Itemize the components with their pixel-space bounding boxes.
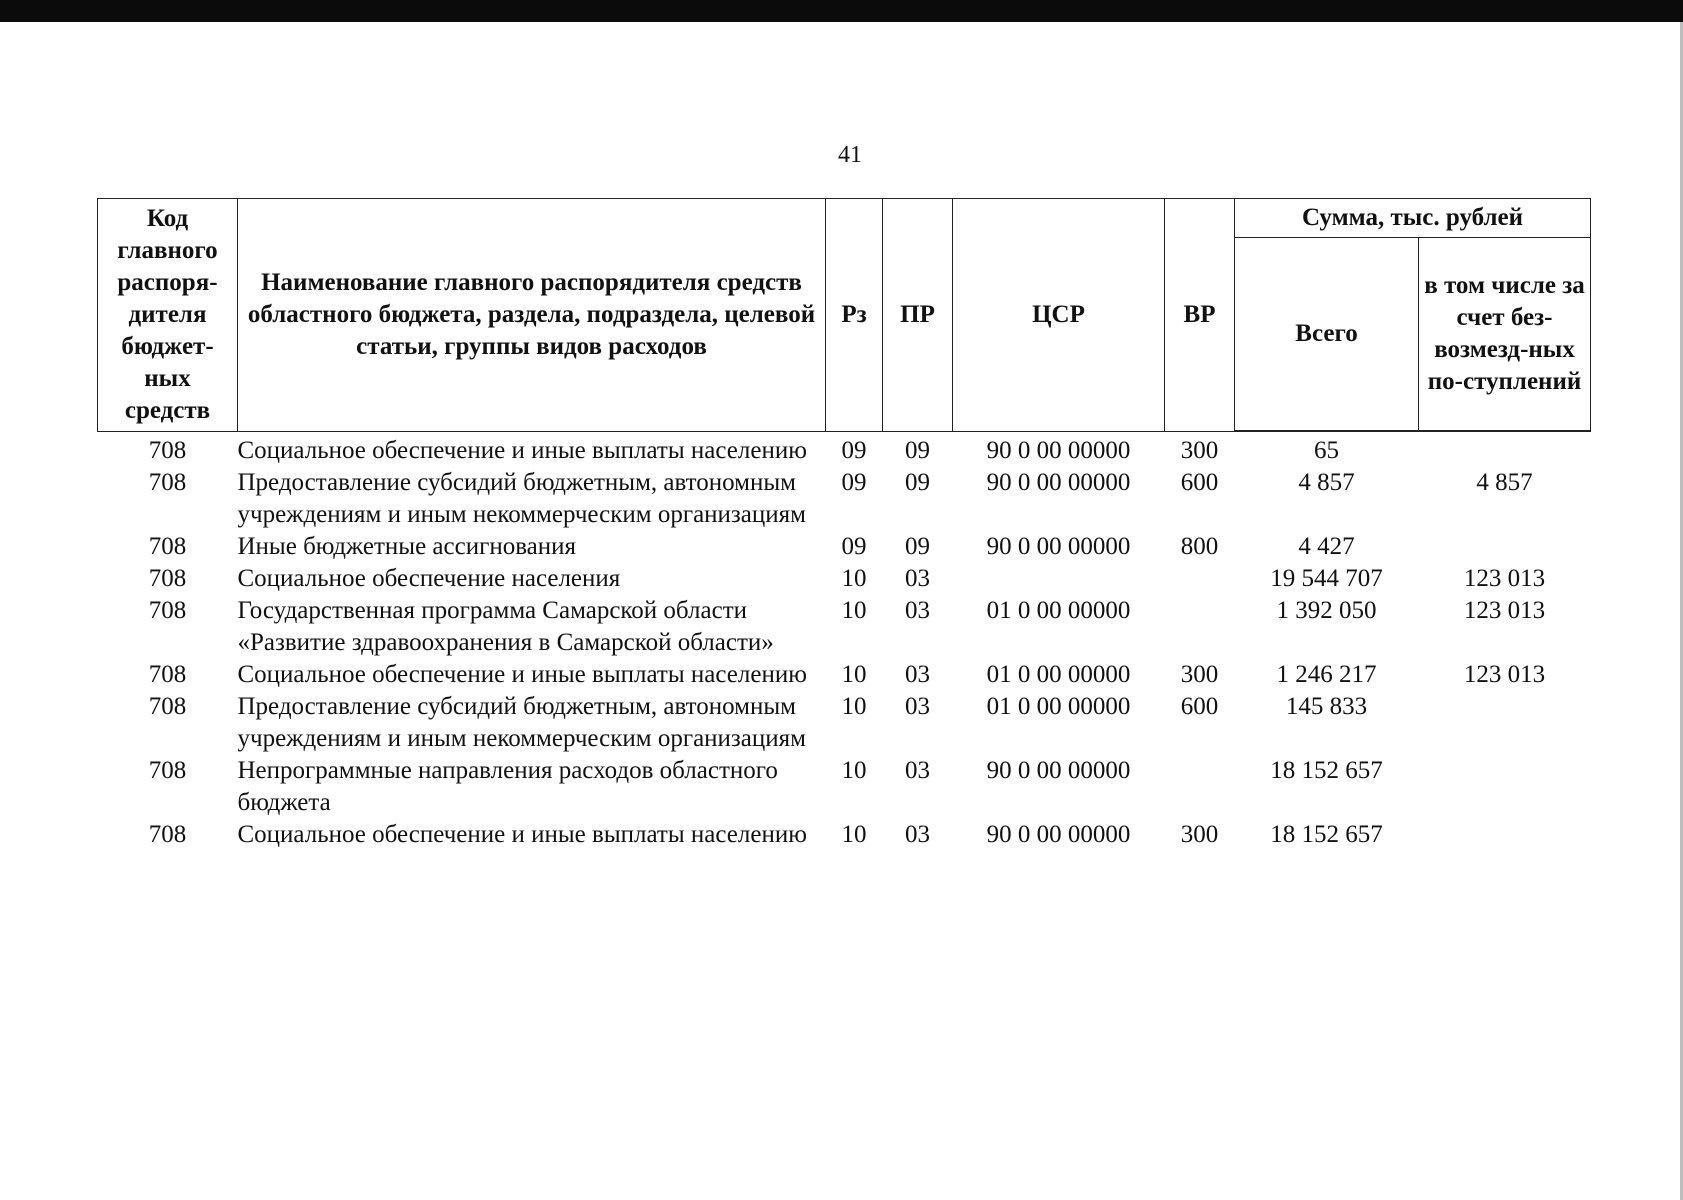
- header-code: Код главного распоря-дителя бюджет-ных средств: [98, 199, 238, 432]
- table-row: [98, 755, 1591, 819]
- cell-name: Социальное обеспечение населения: [237, 565, 621, 592]
- cell-free: [1419, 531, 1591, 563]
- cell-free: 123 013: [1463, 565, 1546, 592]
- cell-free: [1419, 431, 1591, 467]
- cell-csr: 01 0 00 00000: [986, 693, 1131, 720]
- cell-code: 708: [148, 661, 187, 688]
- cell-name: Социальное обеспечение и иные выплаты населению: [237, 661, 807, 688]
- cell-code: 708: [148, 565, 187, 592]
- table-row: [98, 691, 1591, 755]
- cell-vr: [1165, 595, 1235, 659]
- header-name: Наименование главного распорядителя средств областного бюджета, раздела, подраздела, целевой статьи, группы видов расходов: [238, 199, 826, 432]
- cell-csr: 90 0 00 00000: [986, 757, 1131, 784]
- header-rz: Рз: [826, 199, 883, 432]
- cell-name: Иные бюджетные ассигнования: [237, 533, 577, 560]
- cell-code: 708: [148, 469, 187, 496]
- cell-name: Непрограммные направления расходов областного бюджета: [237, 757, 778, 816]
- scan-top-border: [0, 0, 1683, 22]
- budget-table: [97, 198, 1591, 851]
- table-header: [98, 199, 1591, 432]
- cell-csr: 90 0 00 00000: [986, 436, 1131, 464]
- cell-rz: 10: [841, 565, 867, 592]
- cell-csr: 90 0 00 00000: [986, 469, 1131, 496]
- cell-rz: 09: [841, 436, 867, 464]
- cell-csr: [953, 563, 1165, 595]
- cell-name: Предоставление субсидий бюджетным, автономным учреждениям и иным некоммерческим организациям: [237, 469, 806, 528]
- table-row: [98, 467, 1591, 531]
- table-row: [98, 563, 1591, 595]
- cell-total: 1 246 217: [1276, 661, 1377, 688]
- cell-code: 708: [148, 821, 187, 848]
- cell-code: 708: [148, 436, 187, 464]
- cell-pr: 09: [905, 469, 930, 496]
- cell-csr: 90 0 00 00000: [986, 821, 1131, 848]
- cell-free: 123 013: [1463, 597, 1546, 624]
- cell-total: 145 833: [1285, 693, 1368, 720]
- cell-pr: 03: [905, 565, 930, 592]
- header-sum: Сумма, тыс. рублей: [1235, 199, 1591, 238]
- cell-code: 708: [148, 533, 187, 560]
- table-row: [98, 819, 1591, 851]
- table-row: [98, 431, 1591, 467]
- header-vr: ВР: [1165, 199, 1235, 432]
- cell-vr: [1165, 755, 1235, 819]
- cell-code: 708: [148, 597, 187, 624]
- cell-total: 1 392 050: [1276, 597, 1377, 624]
- cell-total: 18 152 657: [1270, 757, 1383, 784]
- cell-name: Государственная программа Самарской области «Развитие здравоохранения в Самарской области»: [237, 597, 774, 656]
- cell-vr: 600: [1180, 469, 1219, 496]
- cell-pr: 03: [905, 757, 930, 784]
- cell-csr: 01 0 00 00000: [986, 597, 1131, 624]
- cell-total: 4 857: [1298, 469, 1355, 496]
- cell-total: 18 152 657: [1270, 821, 1383, 848]
- cell-vr: [1165, 563, 1235, 595]
- cell-free: 4 857: [1476, 469, 1533, 496]
- cell-pr: 03: [905, 661, 930, 688]
- cell-total: 4 427: [1298, 533, 1355, 560]
- cell-vr: 300: [1180, 436, 1219, 464]
- cell-free: [1419, 691, 1591, 755]
- cell-pr: 03: [905, 597, 930, 624]
- header-csr: ЦСР: [953, 199, 1165, 432]
- cell-rz: 10: [841, 661, 867, 688]
- cell-free: [1419, 755, 1591, 819]
- header-pr: ПР: [883, 199, 953, 432]
- header-total: Всего: [1235, 238, 1419, 432]
- cell-rz: 09: [841, 469, 867, 496]
- cell-rz: 10: [841, 757, 867, 784]
- table-row: [98, 659, 1591, 691]
- cell-rz: 10: [841, 821, 867, 848]
- cell-code: 708: [148, 757, 187, 784]
- cell-vr: 300: [1180, 661, 1219, 688]
- cell-pr: 03: [905, 693, 930, 720]
- cell-pr: 09: [905, 436, 930, 464]
- cell-rz: 10: [841, 597, 867, 624]
- cell-rz: 09: [841, 533, 867, 560]
- cell-vr: 600: [1180, 693, 1219, 720]
- cell-free: [1419, 819, 1591, 851]
- cell-pr: 03: [905, 821, 930, 848]
- cell-code: 708: [148, 693, 187, 720]
- cell-vr: 300: [1180, 821, 1219, 848]
- cell-free: 123 013: [1463, 661, 1546, 688]
- table-body: [98, 431, 1591, 851]
- header-free: в том числе за счет без-возмезд-ных по-ступлений: [1419, 238, 1591, 432]
- cell-name: Социальное обеспечение и иные выплаты населению: [237, 436, 807, 464]
- cell-csr: 01 0 00 00000: [986, 661, 1131, 688]
- cell-total: 65: [1314, 437, 1339, 464]
- page-number: 41: [838, 142, 862, 168]
- cell-name: Социальное обеспечение и иные выплаты населению: [237, 821, 807, 848]
- cell-pr: 09: [905, 533, 930, 560]
- cell-rz: 10: [841, 693, 867, 720]
- table-row: [98, 531, 1591, 563]
- cell-csr: 90 0 00 00000: [986, 533, 1131, 560]
- cell-vr: 800: [1180, 533, 1219, 560]
- table-row: [98, 595, 1591, 659]
- cell-name: Предоставление субсидий бюджетным, автономным учреждениям и иным некоммерческим организациям: [237, 693, 806, 752]
- cell-total: 19 544 707: [1270, 565, 1383, 592]
